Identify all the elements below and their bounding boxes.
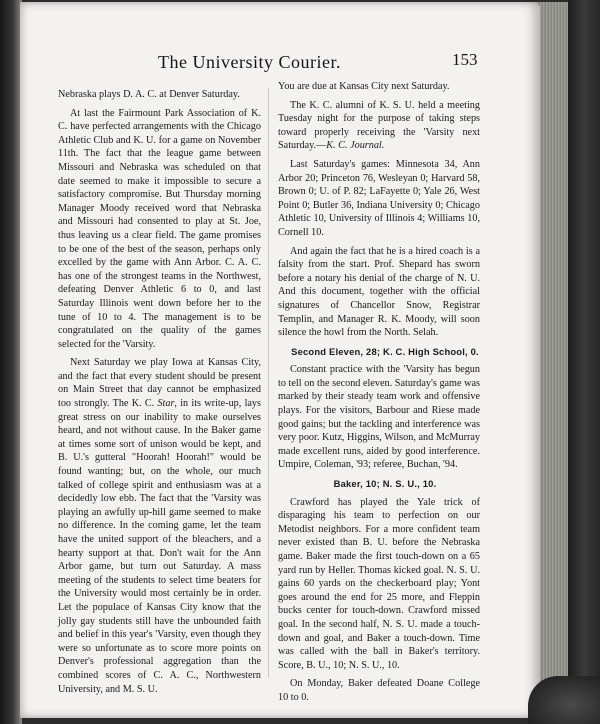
right-column xyxy=(278,80,480,710)
section-heading: Baker, 10; N. S. U., 10. xyxy=(333,478,437,490)
book-cover-right xyxy=(568,0,600,724)
running-head: The University Courier. xyxy=(158,52,341,72)
newspaper-name: Star xyxy=(157,398,175,410)
paragraph: Last Saturday's games: Minnesota 34, Ann Arbor 20; Princeton 76, Wesleyan 0; Harvard 58, Brown 0; U. of P. 82; LaFayette 0; Yale 26, West Point 0; Butler 36, Indiana University 0; Chicago Athletic 10, University of Illinois 4; Williams 10, Cornell 10. xyxy=(278,158,480,238)
section-heading: Second Eleven, 28; K. C. High School, 0. xyxy=(291,345,479,357)
paragraph-text: The K. C. alumni of K. S. U. held a meeting Tuesday night for the purpose of taking steps toward properly receiving the 'Varsity next Saturday.— xyxy=(278,99,480,152)
paragraph: Nebraska plays D. A. C. at Denver Saturday. xyxy=(58,89,240,100)
paragraph: On Monday, Baker defeated Doane College 10 to 0. xyxy=(278,678,480,703)
paragraph: And again the fact that he is a hired coach is a falsity from the start. Prof. Shepard has sworn before a notary his denial of the charge of N. U. And this document, together with the official signatures of Chancellor Snow, Registrar Templin, and Manager R. K. Moody, will soon silence the howl from the North. Selah. xyxy=(278,245,480,339)
paragraph xyxy=(58,356,261,696)
paragraph: At last the Fairmount Park Association of K. C. have perfected arrangements with the Chicago Athletic Club and K. U. for a game on November 11th. The fact that the league game between Missouri and Nebraska was scheduled on that date seemed to make it impossible to secure a satisfactory compromise. But Thursday morning Manager Moody received word that Nebraska and Missouri had consented to play at St. Joe, thus leaving us a clear field. The game promises to be one of the best of the season, perhaps only excelled by the game with Ann Arbor. C. A. C. has one of the strongest teams in the Northwest, defeating Denver Athletic 6 to 0, and last Saturday Illinois went down before her to the tune of 10 to 4. The management is to be congratulated on the quality of the games selected for the 'Varsity. xyxy=(58,107,261,350)
source-citation: K. C. Journal. xyxy=(326,140,385,152)
book-spine-left xyxy=(0,0,22,724)
paragraph xyxy=(278,99,480,153)
column-divider xyxy=(268,88,269,678)
paragraph-text: Next Saturday we play Iowa at Kansas City, and the fact that every student should be present on Main Street that day cannot be emphasized too strongly. The K. C. xyxy=(58,357,261,410)
left-column xyxy=(58,88,261,701)
thumb-shadow xyxy=(528,676,600,724)
paragraph: Constant practice with the 'Varsity has begun to tell on the second eleven. Saturday's game was marked by their steady team work and offensive plays. For the visitors, Barbour and Riese made good gains; but the tackling and interference was very poor. Kutz, Higgins, Wilson, and McMurray made excellent runs, aided by good interference. Umpire, Coleman, '93; referee, Buchan, '94. xyxy=(278,364,480,471)
page-number: 153 xyxy=(452,50,478,69)
paragraph-text: , in its write-up, lays great stress on our inability to make ourselves heard, and not without cause. In the Baker game at times some sort of unison would be kept, and B. U.'s gutteral "Hoorah! Hoorah!" would be found wanting; but, on the whole, our much talked of college spirit and enthusiasm was at a decidedly low ebb. The fact that the 'Varsity was playing an awfully up-hill game seemed to make no difference. In the coming game, let the team have the united support of the bleachers, and a hearty support at that. Don't wait for the Ann Arbor game, but turn out Saturday. A mass meeting of the students to select time beaters for the University would most certainly be in order. Let the populace of Kansas City know that the jolly gay students still have the unbounded faith and belief in this year's 'Varsity, even though they were so unfortunate as to score more points on Denver's professional aggregation than the combined scores of C. A. C., Northwestern University, and M. S. U. xyxy=(58,398,261,695)
paragraph: You are due at Kansas City next Saturday. xyxy=(278,81,450,92)
paragraph: Crawford has played the Yale trick of disparaging his team to perfection on our Metodist neighbors. For a more confident team never existed than B. U. before the Nebraska game. Baker made the first touch-down on a 65 yard run by Heller. Thomas kicked goal. N. S. U. gains 60 yards on the checkerboard play; Yont goes around the end for 25 more, and Fleppin bucks center for touch-down. Crawford missed goal. In the second half, N. S. U. made a touch-down and goal, and Baker a touch-down. Time was called with the ball in Baker's territory. Score, B. U., 10; N. S. U., 10. xyxy=(278,496,480,671)
